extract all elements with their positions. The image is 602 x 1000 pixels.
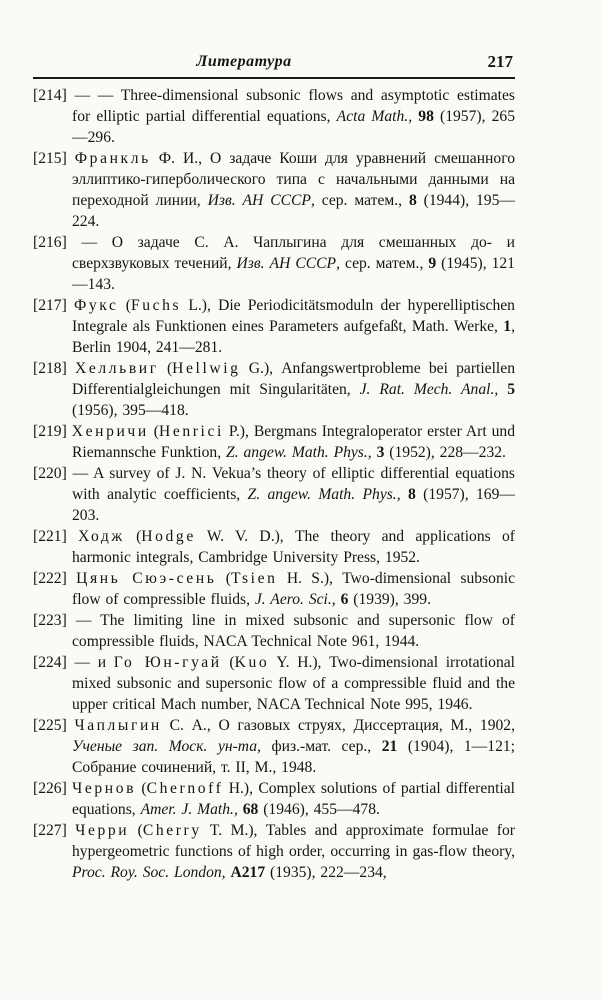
reference-text: ( [136,780,147,797]
reference-text: Z. angew. Math. Phys., [226,444,372,461]
reference-text: Хелльвиг [74,360,159,377]
reference-number: [217] [33,297,67,314]
reference-entry [33,715,515,778]
reference-text: ( [129,822,143,839]
reference-text [401,486,408,503]
reference-text: (1946), 455—478. [258,801,380,818]
reference-text: , сер. матем., [336,255,429,272]
reference-text: ( [221,654,235,671]
reference-number: [220] [33,465,67,482]
reference-text: (1957), 169—203. [72,486,515,524]
reference-text: (1952), 228—232. [384,444,506,461]
reference-text: 8 [408,192,417,209]
reference-text: ( [216,570,231,587]
reference-text: Kuo [234,654,270,671]
reference-text: ( [118,297,131,314]
reference-text: Proc. Roy. Soc. London, [72,864,226,881]
reference-entry [33,568,515,610]
reference-entry [33,421,516,463]
reference-text: (1957), 265—296. [72,108,516,146]
reference-text: , сер. матем., [310,192,409,209]
reference-text: Cherry [142,822,202,839]
reference-text: Франкль [74,150,151,167]
reference-entry [33,610,515,652]
reference-number: [225] [33,717,67,734]
reference-text: 21 [381,738,398,755]
reference-number: [222] [33,570,67,587]
reference-text: 6 [340,591,349,608]
reference-text: (1944), 195—224. [72,192,515,230]
reference-number: [219] [33,423,67,440]
reference-list [33,85,515,883]
reference-text: 8 [407,486,416,503]
reference-text: Ф. И., О задаче Коши для уравнений смешанного эллиптико-гиперболического типа с начальными данными на переходной линии, [72,150,515,209]
reference-text: 9 [428,255,437,272]
page-heading: Литература [196,53,292,70]
reference-text: — — Three-dimensional subsonic flows and asymptotic estimates for elliptic partial differential equations, [72,87,515,125]
reference-text: 3 [376,444,385,461]
reference-text: (1935), 222—234, [265,864,387,881]
page-number: 217 [487,52,513,71]
running-head [33,53,515,75]
reference-text: — О задаче С. А. Чаплыгина для смешанных до- и сверхзвуковых течений, [72,234,515,272]
reference-entry [33,232,515,295]
reference-entry [33,820,515,883]
reference-text: ( [124,528,142,545]
reference-number: [215] [33,150,67,167]
reference-text: Фукс [73,297,119,314]
reference-number: [214] [33,87,67,104]
reference-number: [216] [33,234,67,251]
reference-text: Fuchs [130,297,182,314]
reference-text: Y. H.), Two-dimensional irrotational mixed subsonic and supersonic flow of a compressible fluid and the upper critical Mach number, NACA Technical Note 995, 1946. [72,654,515,713]
reference-text: ( [158,360,173,377]
reference-text: С. А., О газовых струях, Диссертация, М., 1902, [161,717,515,734]
reference-text: 68 [242,801,259,818]
reference-text: A217 [230,864,266,881]
reference-entry [33,148,515,232]
reference-text: Z. angew. Math. Phys., [247,486,401,503]
reference-text: J. Aero. Sci., [254,591,336,608]
reference-text: Го Юн-гуай [113,654,222,671]
reference-text: Цянь Сюэ-сень [76,570,217,587]
reference-text: J. Rat. Mech. Anal., [359,381,499,398]
reference-entry [33,652,515,715]
reference-text: Acta Math., [336,108,413,125]
reference-text: — The limiting line in mixed subsonic and supersonic flow of compressible fluids, NACA Technical Note 961, 1944. [72,612,515,650]
reference-text: — A survey of J. N. Vekua’s theory of elliptic differential equations with analytic coefficients, [72,465,516,503]
reference-text: Черри [75,822,130,839]
reference-number: [221] [33,528,67,545]
reference-text: Изв. АН СССР [207,192,311,209]
reference-text: 98 [418,108,434,125]
reference-number: [218] [33,360,67,377]
reference-number: [226] [33,780,67,797]
reference-text: физ.-мат. сер., [260,738,382,755]
reference-text: T. M.), Tables and approximate formulae for hypergeometric functions of high order, occurring in gas-flow theory, [72,822,515,860]
reference-text: Tsien [230,570,278,587]
reference-entry [33,85,516,148]
reference-text: Хенричи [71,423,149,440]
reference-number: [227] [33,822,67,839]
reference-text: W. V. D.), The theory and applications of harmonic integrals, Cambridge University Press, 1952. [72,528,515,566]
reference-number: [224] [33,654,67,671]
reference-text: Ходж [78,528,125,545]
reference-text: Hellwig [172,360,241,377]
reference-text: 1 [503,318,512,335]
reference-text: Чаплыгин [74,717,162,734]
reference-text: P.), Bergmans Integraloperator erster Art und Riemannsche Funktion, [72,423,516,461]
reference-entry [33,358,516,421]
reference-text: — и [74,654,114,671]
reference-text: H.), Complex solutions of partial differential equations, [72,780,515,818]
header-rule [33,77,515,79]
reference-text: ( [148,423,159,440]
reference-text: (1956), 395—418. [72,402,189,419]
reference-text [498,381,507,398]
reference-text: Amer. J. Math., [140,801,238,818]
reference-text: Ученые зап. Моск. ун-та, [72,738,261,755]
reference-text: (1945), 121—143. [72,255,515,293]
reference-entry [33,295,515,358]
reference-text: Чернов [72,780,137,797]
reference-text: G.), Anfangswertprobleme bei partiellen Differentialgleichungen mit Singularitäten, [72,360,515,398]
reference-number: [223] [33,612,67,629]
reference-text: H. S.), Two-dimensional subsonic flow of compressible fluids, [72,570,515,608]
reference-text: (1939), 399. [348,591,431,608]
reference-text: Изв. АН СССР [236,255,337,272]
reference-entry [33,463,516,526]
reference-text: L.), Die Periodicitätsmoduln der hyperelliptischen Integrale als Funktionen eines Parameters aufgefaßt, Math. Werke, [72,297,515,335]
reference-text: 5 [507,381,516,398]
reference-text: Henrici [158,423,224,440]
reference-text: (1904), 1—121; Собрание сочинений, т. II, М., 1948. [72,738,515,776]
reference-entry [33,778,515,820]
reference-text: Chernoff [146,780,224,797]
reference-entry [33,526,515,568]
reference-text: Hodge [141,528,196,545]
reference-text: , Berlin 1904, 241—281. [72,318,515,356]
